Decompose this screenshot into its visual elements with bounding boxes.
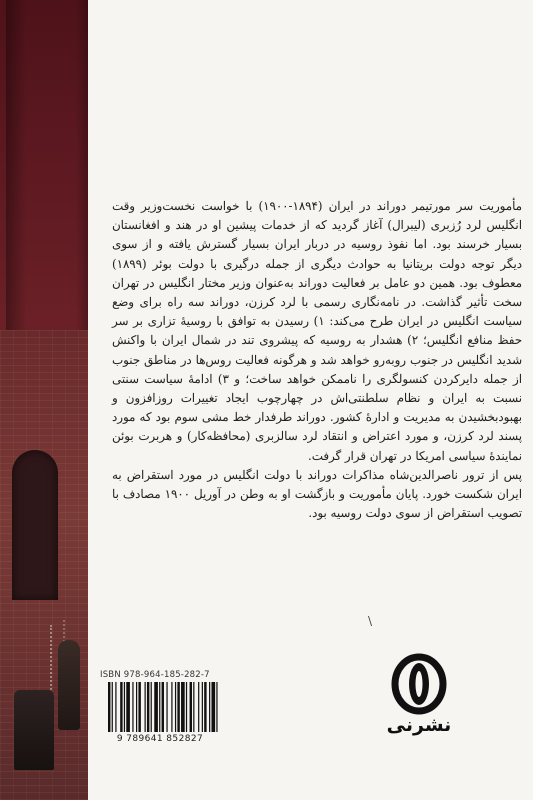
barcode-bar <box>159 682 160 732</box>
barcode-bar <box>190 682 192 732</box>
isbn-label: ISBN 978-964-185-282-7 <box>100 670 210 680</box>
closing-mark: \ <box>368 614 373 628</box>
barcode-bar <box>193 682 194 732</box>
barcode-bar <box>120 682 122 732</box>
barcode-bar <box>216 682 217 732</box>
publisher-name: نشرنی <box>386 714 452 736</box>
blurb-paragraph-2: پس از ترور ناصرالدین‌شاه مذاکرات دوراند با دولت انگلیس در مورد استقراض به ایران شکست خورد. پایان مأموریت و بازگشت او به وطن در آوریل ۱۹۰۰ مصادف با تصویب استقراض از سوی دولت روسیه بود. <box>112 467 522 521</box>
barcode-bar <box>126 682 130 732</box>
barcode-bar <box>154 682 158 732</box>
barcode <box>108 682 220 732</box>
barcode-bar <box>171 682 172 732</box>
blurb-paragraph-1: مأموریت سر مورتیمر دوراند در ایران (۱۸۹۴-۱۹۰۰) با خواست نخست‌وزیر وقت انگلیس لرد رُزبری (لیبرال) آغاز گردید که از خدمات پیشین او در هند و افغانستان بسیار خرسند بود. اما نفوذ روسیه در دربار ایران بسیار گسترش یافته و از سوی دیگر توجه دولت بریتانیا به حوادث دیگری از جمله درگیری با دولت بوئر (۱۸۹۹) معطوف بود. همین دو عامل بر فعالیت دوراند به‌عنوان وزیر مختار انگلیس در تهران سخت تأثیر گذاشت. در نامه‌نگاری رسمی با لرد کرزن، دوراند سه راه برای وضع سیاست انگلیس در ایران طرح می‌کند: ۱) رسیدن به توافق با روسیهٔ تزاری بر سر حفظ منافع انگلیس؛ ۲) هشدار به روسیه که پیشروی تند در شمال ایران با واکنش شدید انگلیس در جنوب روبه‌رو خواهد شد و هرگونه فعالیت روس‌ها در مناطق جنوب از جمله دایرکردن کنسولگری را ناممکن خواهد ساخت؛ و ۳) ادامهٔ سیاست سنتی نسبت به ایران و نظام سلطنتی‌اش در چهارچوب ایجاد تغییرات روزافزون و بهبودبخشیدن به مدیریت و ادارهٔ کشور. دوراند طرفدار خط مشی سوم بود که مورد پسند لرد کرزن، و مورد اعتراض و انتقاد لرد سالزبری (محافظه‌کار) و هربرت بوئن نمایندهٔ سیاسی امریکا در تهران قرار گرفت. <box>112 199 522 463</box>
barcode-bar <box>162 682 164 732</box>
spine-photo <box>0 0 88 800</box>
barcode-bar <box>211 682 215 732</box>
standing-figure <box>58 640 80 730</box>
barcode-bar <box>124 682 125 732</box>
back-cover-blurb <box>112 197 522 523</box>
seated-figure <box>14 690 54 770</box>
barcode-bar <box>145 682 146 732</box>
barcode-bar <box>115 682 116 732</box>
barcode-bar <box>198 682 199 732</box>
barcode-bar <box>177 682 179 732</box>
barcode-bar <box>181 682 185 732</box>
barcode-bar <box>136 682 137 732</box>
barcode-bar <box>138 682 140 732</box>
reed-flute-logo-icon <box>389 653 449 715</box>
barcode-bar <box>151 682 152 732</box>
barcode-bar <box>175 682 176 732</box>
barcode-bar <box>186 682 187 732</box>
barcode-bar <box>202 682 203 732</box>
barcode-bar <box>209 682 210 732</box>
barcode-bar <box>112 682 113 732</box>
barcode-bar <box>132 682 133 732</box>
barcode-bar <box>166 682 167 732</box>
arched-doorway <box>12 450 58 600</box>
barcode-bar <box>204 682 206 732</box>
barcode-bar <box>147 682 149 732</box>
barcode-bar <box>108 682 110 732</box>
barcode-number: 9 789641 852827 <box>116 734 204 744</box>
